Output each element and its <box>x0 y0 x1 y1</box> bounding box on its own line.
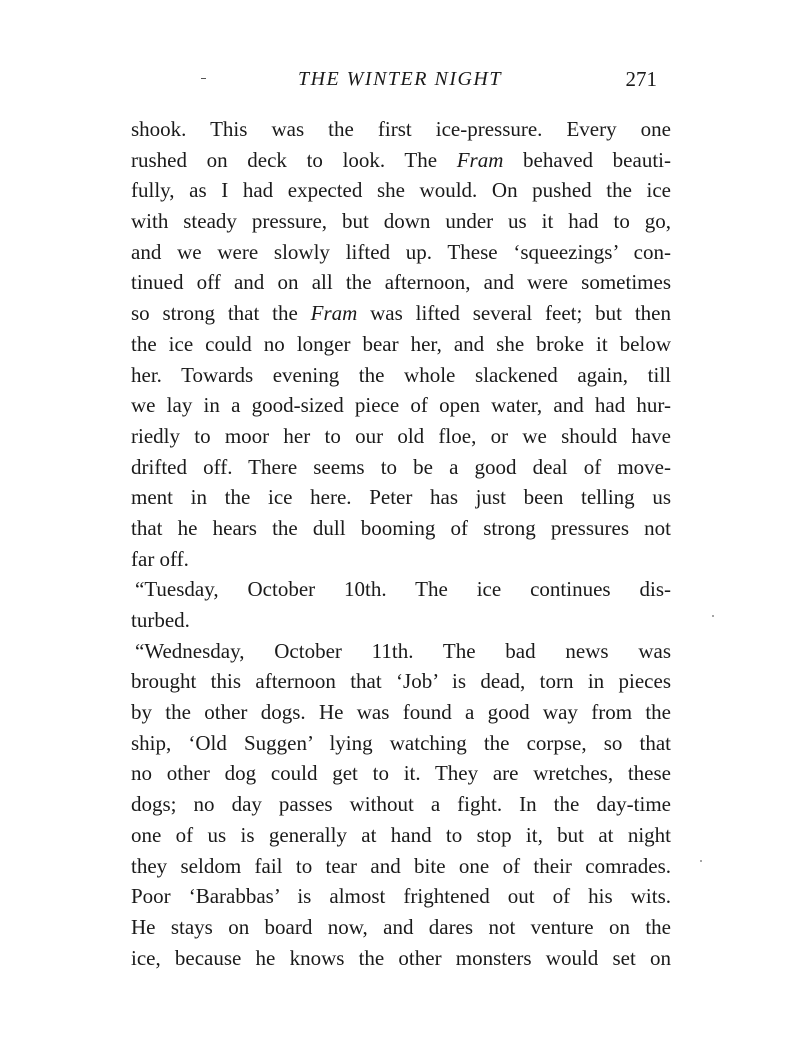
text-segment: that he hears the dull booming of strong pressures not <box>131 515 671 540</box>
text-segment: drifted off. There seems to be a good deal of move- <box>131 454 671 479</box>
text-line <box>131 636 671 667</box>
text-segment: they seldom fail to tear and bite one of their comrades. <box>131 853 671 878</box>
paper-speck <box>700 860 702 862</box>
text-line <box>131 943 671 974</box>
paper-speck <box>712 615 714 617</box>
text-line <box>131 666 671 697</box>
running-head <box>0 64 800 94</box>
text-segment: and we were slowly lifted up. These ‘squeezings’ con- <box>131 239 671 264</box>
text-segment: fully, as I had expected she would. On pushed the ice <box>131 178 671 203</box>
text-segment: ment in the ice here. Peter has just been telling us <box>131 485 671 510</box>
text-segment: He stays on board now, and dares not venture on the <box>131 914 671 939</box>
text-line <box>131 513 671 544</box>
text-line <box>131 574 671 605</box>
text-line <box>131 697 671 728</box>
text-line <box>131 390 671 421</box>
text-line <box>131 851 671 882</box>
text-line <box>131 237 671 268</box>
text-segment: tinued off and on all the afternoon, and were sometimes <box>131 270 671 295</box>
text-line <box>131 267 671 298</box>
text-line <box>131 298 671 329</box>
text-segment: shook. This was the first ice-pressure. Every one <box>131 117 671 141</box>
ship-name-italic: Fram <box>310 301 358 326</box>
text-segment: behaved beauti- <box>503 147 671 172</box>
text-line <box>131 912 671 943</box>
text-segment: ice, because he knows the other monsters would set on <box>131 945 671 970</box>
text-line <box>131 789 671 820</box>
text-line <box>131 421 671 452</box>
text-segment: ship, ‘Old Suggen’ lying watching the corpse, so that <box>131 730 671 755</box>
text-line <box>131 605 671 636</box>
text-line <box>131 758 671 789</box>
text-line <box>131 728 671 759</box>
text-segment: so strong that the <box>131 301 311 326</box>
text-segment: far off. <box>131 546 189 571</box>
text-segment: we lay in a good-sized piece of open water, and had hur- <box>131 393 671 418</box>
text-segment: no other dog could get to it. They are wretches, these <box>131 761 671 786</box>
body-text <box>131 114 671 973</box>
text-line <box>131 482 671 513</box>
text-segment: turbed. <box>131 608 190 632</box>
text-segment: by the other dogs. He was found a good way from the <box>131 700 671 725</box>
text-segment: “Wednesday, October 11th. The bad news was <box>135 638 671 663</box>
text-line <box>131 881 671 912</box>
text-line <box>131 145 671 176</box>
text-segment: brought this afternoon that ‘Job’ is dead, torn in pieces <box>131 669 671 694</box>
text-line <box>131 114 671 145</box>
ship-name-italic: Fram <box>456 147 504 172</box>
running-title: THE WINTER NIGHT <box>297 68 502 90</box>
page-number: 271 <box>625 67 657 91</box>
text-line <box>131 820 671 851</box>
text-line <box>131 329 671 360</box>
text-segment: one of us is generally at hand to stop it, but at night <box>131 822 671 847</box>
text-line <box>131 544 671 575</box>
text-segment: with steady pressure, but down under us it had to go, <box>131 209 671 234</box>
text-line <box>131 360 671 391</box>
text-segment: riedly to moor her to our old floe, or we should have <box>131 423 671 448</box>
text-segment: “Tuesday, October 10th. The ice continues dis- <box>135 577 671 602</box>
text-line <box>131 452 671 483</box>
text-segment: her. Towards evening the whole slackened again, till <box>131 362 671 387</box>
text-line <box>131 206 671 237</box>
text-segment: was lifted several feet; but then <box>357 301 671 326</box>
text-line <box>131 175 671 206</box>
text-segment: dogs; no day passes without a fight. In the day-time <box>131 792 671 817</box>
text-segment: the ice could no longer bear her, and she broke it below <box>131 331 671 356</box>
text-segment: Poor ‘Barabbas’ is almost frightened out of his wits. <box>131 884 671 909</box>
text-segment: rushed on deck to look. The <box>131 147 457 172</box>
